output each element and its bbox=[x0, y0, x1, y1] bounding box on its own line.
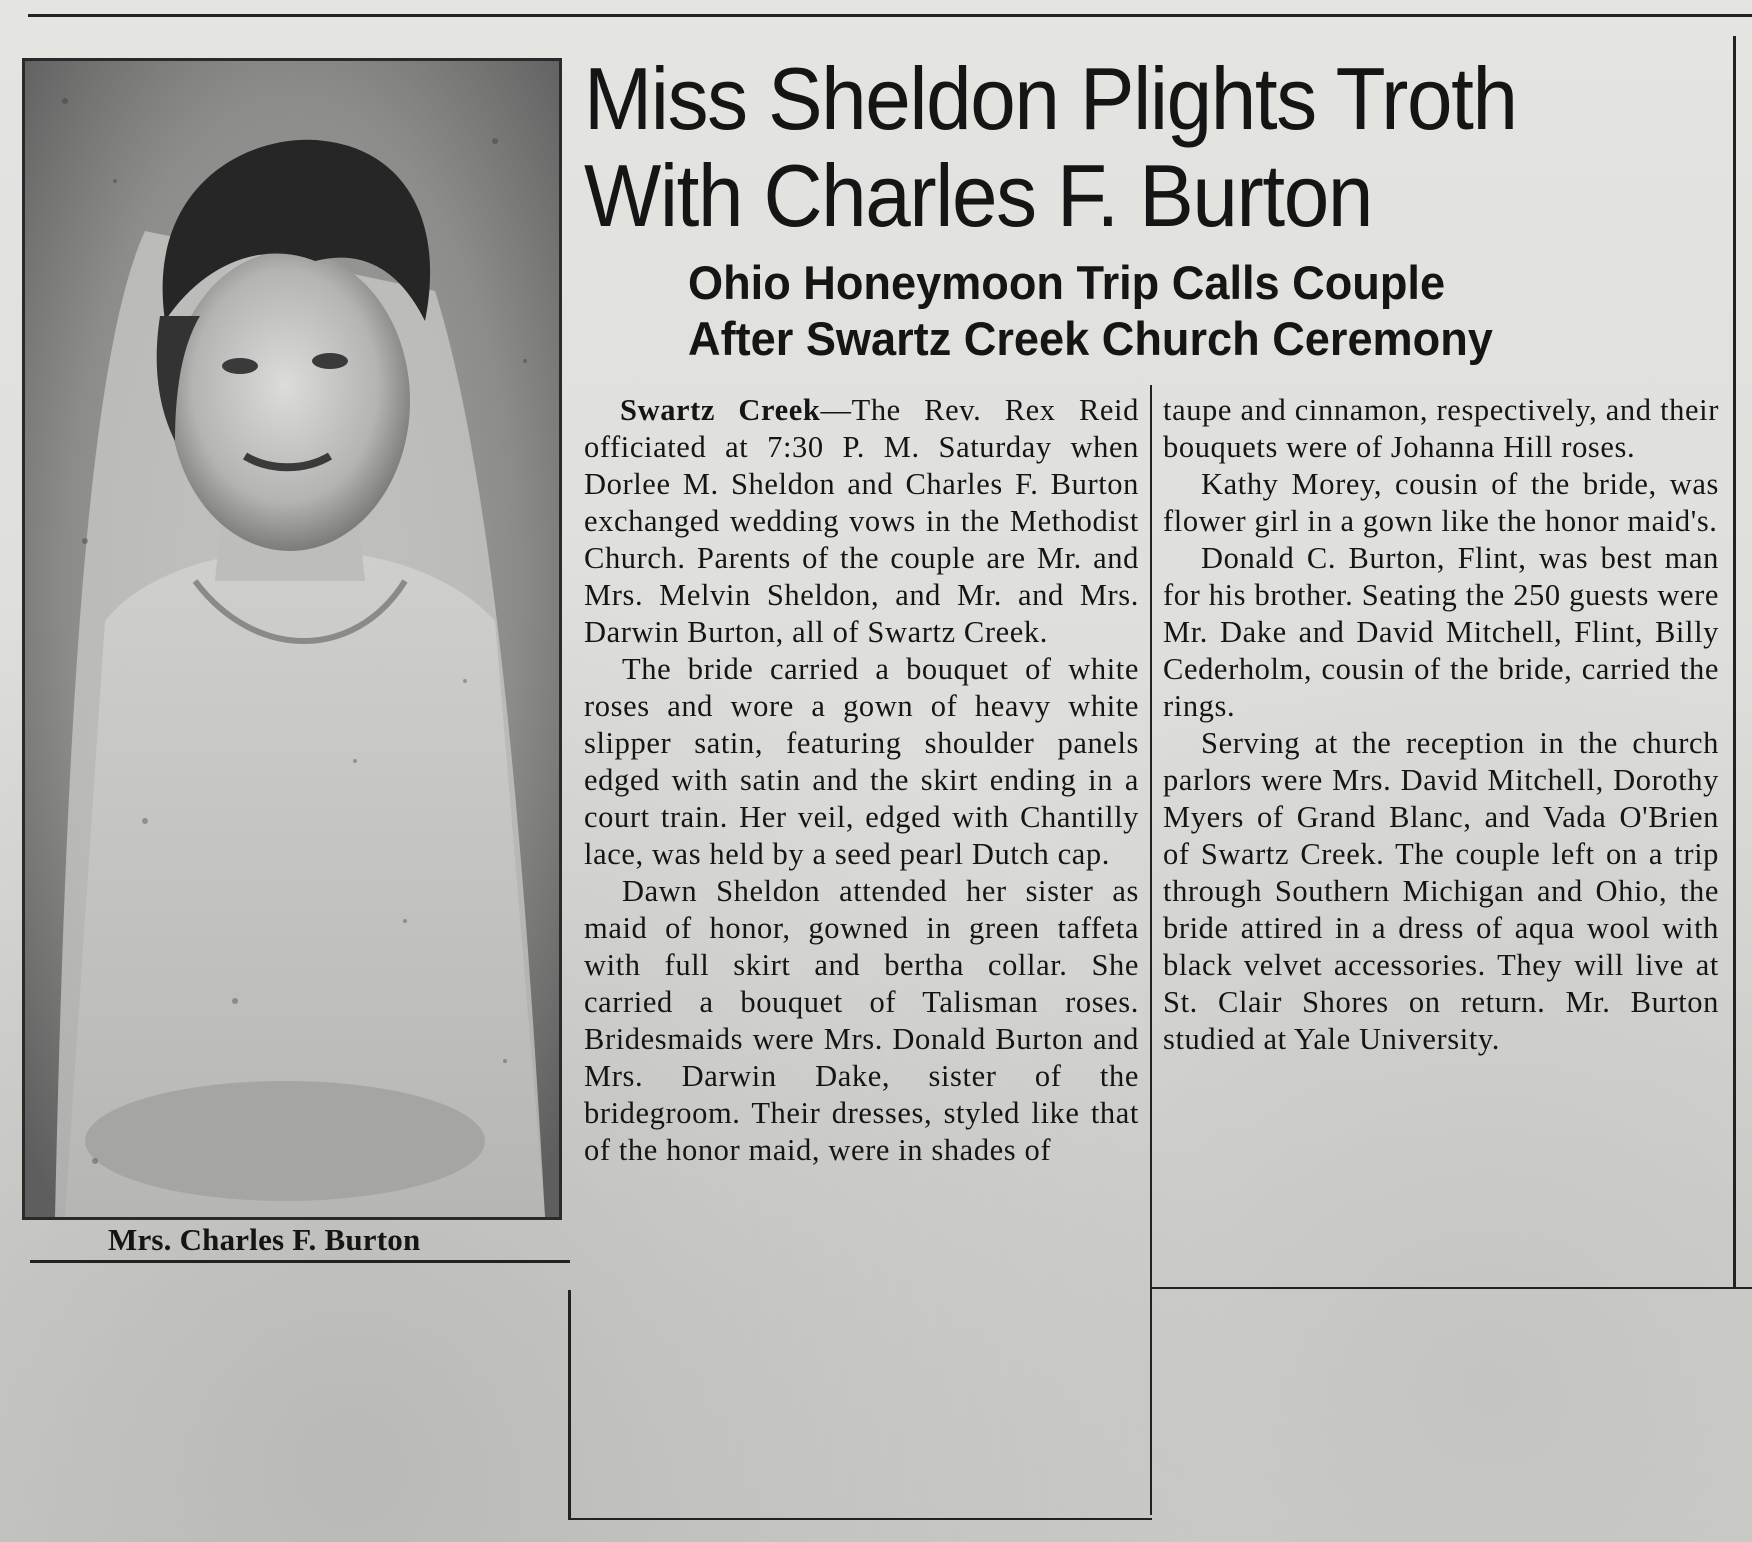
bottom-rule-right bbox=[1152, 1287, 1752, 1289]
article-column-2 bbox=[1163, 392, 1719, 1058]
column-divider-rule bbox=[1150, 385, 1152, 1515]
article-paragraph-text: —The Rev. Rex Reid officiated at 7:30 P. M. Saturday when Dorlee M. Sheldon and Charles F. Burton exchanged wedding vows in the Methodist Church. Parents of the couple are Mr. and Mrs. Melvin Sheldon, and Mr. and Mrs. Darwin Burton, all of Swartz Creek. bbox=[584, 393, 1139, 649]
top-rule bbox=[28, 14, 1752, 17]
subheadline bbox=[688, 255, 1493, 367]
photo-column-rule bbox=[568, 1290, 571, 1520]
article-paragraph: Donald C. Burton, Flint, was best man for his brother. Seating the 250 guests were Mr. Dake and David Mitchell, Flint, Billy Cederholm, cousin of the bride, carried the rings. bbox=[1163, 541, 1719, 723]
article-paragraph: Serving at the reception in the church parlors were Mrs. David Mitchell, Dorothy Myers of Grand Blanc, and Vada O'Brien of Swartz Creek. The couple left on a trip through Southern Michigan and Ohio, the bride attired in a dress of aqua wool with black velvet accessories. They will live at St. Clair Shores on return. Mr. Burton studied at Yale University. bbox=[1163, 726, 1719, 1056]
bottom-rule-left bbox=[570, 1518, 1152, 1520]
headline bbox=[584, 50, 1517, 244]
headline-line-1: Miss Sheldon Plights Troth bbox=[584, 49, 1517, 148]
article-paragraph: The bride carried a bouquet of white roses and wore a gown of heavy white slipper satin, featuring shoulder panels edged with satin and the skirt ending in a court train. Her veil, edged with Chantilly lace, was held by a seed pearl Dutch cap. bbox=[584, 652, 1139, 871]
bride-portrait-illustration bbox=[25, 61, 559, 1217]
subheadline-line-2: After Swartz Creek Church Ceremony bbox=[688, 312, 1493, 365]
article-column-1 bbox=[584, 392, 1139, 1169]
subheadline-line-1: Ohio Honeymoon Trip Calls Couple bbox=[688, 256, 1446, 309]
photo-caption: Mrs. Charles F. Burton bbox=[108, 1222, 421, 1257]
article-paragraph: Dawn Sheldon attended her sister as maid of honor, gowned in green taffeta with full skirt and bertha collar. She carried a bouquet of Talisman roses. Bridesmaids were Mrs. Donald Burton and Mrs. Darwin Dake, sister of the bridegroom. Their dresses, styled like that of the honor maid, were in shades of bbox=[584, 874, 1139, 1167]
article-paragraph bbox=[584, 392, 1139, 651]
caption-rule bbox=[30, 1260, 570, 1263]
right-border-rule bbox=[1733, 36, 1736, 1288]
dateline: Swartz Creek bbox=[620, 393, 821, 427]
article-paragraph: taupe and cinnamon, respectively, and their bouquets were of Johanna Hill roses. bbox=[1163, 393, 1719, 464]
bride-photograph bbox=[22, 58, 562, 1220]
headline-line-2: With Charles F. Burton bbox=[584, 146, 1373, 245]
article-paragraph: Kathy Morey, cousin of the bride, was flower girl in a gown like the honor maid's. bbox=[1163, 467, 1719, 538]
